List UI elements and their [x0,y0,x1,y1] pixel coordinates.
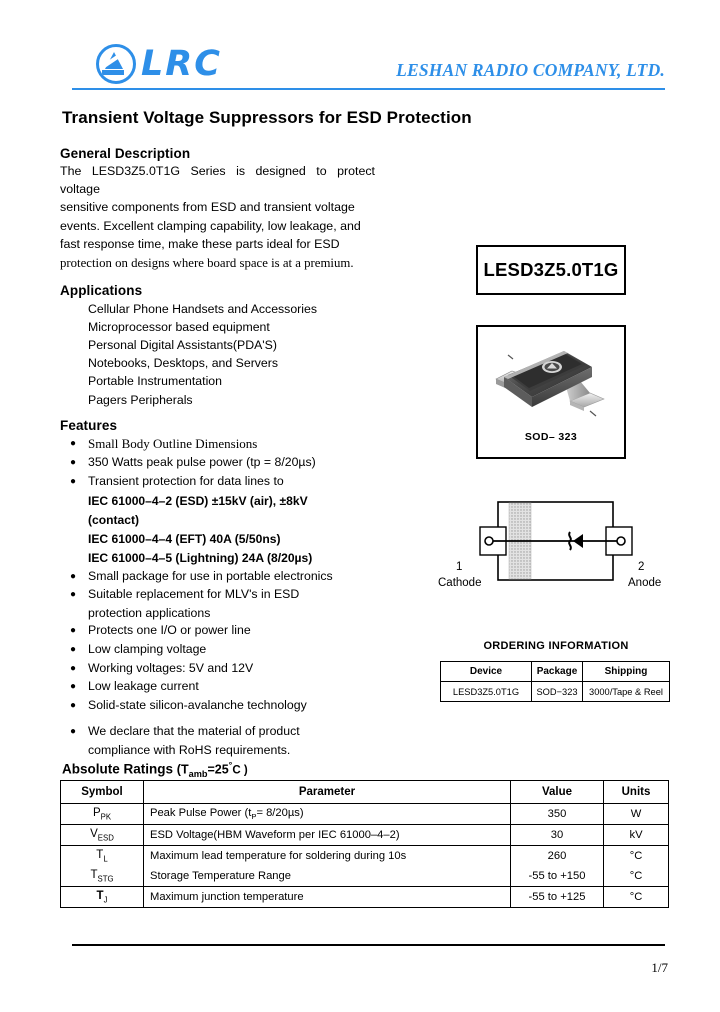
bullet-icon: ● [69,457,77,469]
feature-item [60,586,410,604]
sod323-package-image [478,335,624,425]
general-description-heading: General Description [60,146,191,161]
bullet-icon: ● [69,437,77,449]
general-description-line: fast response time, make these parts ideal for ESD [60,237,340,252]
feature-item-text: Low leakage current [88,679,199,694]
ratings-cell-symbol: $V_{ESD}$ [61,825,144,846]
bullet-icon: ● [69,726,77,738]
ratings-cell-symbol: $T_L$ [61,846,144,867]
applications-list [60,300,410,409]
feature-item-text: Small Body Outline Dimensions [88,435,258,451]
footer-divider [72,944,665,946]
ratings-heading-main: Absolute Ratings [62,761,174,777]
ratings-cell-units: °C [604,887,669,908]
application-item: Notebooks, Desktops, and Servers [88,356,279,371]
feature-item [60,641,410,659]
general-description-line: sensitive components from ESD and transient voltage [60,200,355,215]
table-row [61,846,669,867]
feature-sub-item: (contact) [88,512,140,527]
pin2-number: 2 [638,561,645,573]
features-section [60,418,410,760]
general-description-line: The LESD3Z5.0T1G Series is designed to protect voltage [60,164,375,196]
bullet-icon: ● [69,589,77,601]
ordering-col-package: Package [532,662,583,682]
bullet-icon: ● [69,681,77,693]
left-content-column [60,146,410,760]
bullet-icon: ● [69,662,77,674]
general-description-line: events. Excellent clamping capability, low leakage, and [60,218,361,233]
table-row [61,825,669,846]
table-row [61,887,669,908]
absolute-ratings-heading [62,760,248,779]
feature-item [60,660,410,678]
ratings-cell-value: 350 [511,804,604,825]
pin2-label: Anode [628,577,662,589]
feature-item [60,622,410,640]
absolute-ratings-table [60,780,669,908]
general-description-line: protection on designs where board space is at a premium. [60,255,354,270]
ordering-cell-package: SOD−323 [532,682,583,702]
feature-sub-item: IEC 61000–4–5 (Lightning) 24A (8/20µs) [88,550,313,565]
page-number: 1/7 [651,960,668,975]
ratings-heading-sub: amb [188,769,208,780]
bullet-icon: ● [69,625,77,637]
ratings-cell-value: -55 to +125 [511,887,604,908]
feature-item [60,473,410,491]
table-row [61,866,669,887]
feature-item-text: Small package for use in portable electronics [88,568,333,583]
ratings-cell-units: °C [604,846,669,867]
page-title: Transient Voltage Suppressors for ESD Protection [62,108,472,127]
ratings-cell-value: 30 [511,825,604,846]
lrc-logo-icon [96,44,136,84]
table-row [441,682,670,702]
application-item: Pagers Peripherals [88,392,193,407]
page-header [0,0,720,100]
logo-wordmark: LRC [141,44,222,84]
company-name: LESHAN RADIO COMPANY, LTD. [396,60,665,80]
bullet-icon: ● [69,475,77,487]
bullet-icon: ● [69,570,77,582]
package-type-label: SOD– 323 [524,431,578,443]
feature-item-text: 350 Watts peak pulse power (tp = 8/20µs) [88,455,316,470]
feature-item-text: Suitable replacement for MLV's in ESD [88,587,300,602]
ratings-cell-symbol: $T_J$ [61,887,144,908]
ratings-cell-units: kV [604,825,669,846]
header-divider [72,88,665,90]
ratings-cell-parameter: ESD Voltage(HBM Waveform per IEC 61000–4–2) [144,825,511,846]
ratings-cell-units: °C [604,866,669,887]
ratings-cell-parameter: Maximum junction temperature [144,887,511,908]
ratings-heading-degree: ° [228,760,233,770]
ratings-col-parameter: Parameter [144,781,511,804]
schematic-symbol-diagram [430,482,680,600]
table-row [61,804,669,825]
general-description-body [60,163,410,273]
pin1-label: Cathode [438,577,482,589]
ratings-heading-celsius: C ) [232,764,248,777]
ordering-col-shipping: Shipping [583,662,670,682]
package-photo-box [476,325,626,459]
feature-sub-item: IEC 61000–4–2 (ESD) ±15kV (air), ±8kV [88,493,308,508]
application-item: Portable Instrumentation [88,374,222,389]
ratings-cell-symbol: $T_{STG}$ [61,866,144,887]
application-item: Personal Digital Assistants(PDA'S) [88,337,277,352]
feature-item-text: Solid-state silicon-avalanche technology [88,697,307,712]
feature-item-text: Transient protection for data lines to [88,473,284,488]
application-item: Cellular Phone Handsets and Accessories [88,301,317,316]
feature-item [60,568,410,586]
ratings-col-value: Value [511,781,604,804]
ratings-cell-parameter: Maximum lead temperature for soldering during 10s [144,846,511,867]
ratings-col-symbol: Symbol [61,781,144,804]
feature-item-continuation: protection applications [88,605,211,620]
part-number-box [476,245,626,295]
ordering-col-device: Device [441,662,532,682]
company-logo [96,44,222,84]
ratings-col-units: Units [604,781,669,804]
ratings-cell-value: -55 to +150 [511,866,604,887]
feature-item [60,697,410,715]
ordering-cell-device: LESD3Z5.0T1G [441,682,532,702]
bullet-icon: ● [69,643,77,655]
applications-heading: Applications [60,282,143,298]
ordering-information-table [440,661,670,702]
ratings-header-row [61,781,669,804]
ordering-header-row [441,662,670,682]
feature-item-continuation: compliance with RoHS requirements. [88,742,291,757]
ratings-cell-units: W [604,804,669,825]
feature-item-text: We declare that the material of product [88,724,300,739]
feature-item [60,678,410,696]
feature-spacer [60,715,410,723]
part-number-label: LESD3Z5.0T1G [483,259,619,280]
feature-item-text: Low clamping voltage [88,641,207,656]
ratings-heading-value: =25 [207,762,229,777]
general-description-section [60,146,410,273]
ratings-cell-value: 260 [511,846,604,867]
application-item: Microprocessor based equipment [88,319,270,334]
feature-item [60,723,410,741]
ratings-cell-parameter: Peak Pulse Power $(t_P= 8/20\mu s)$ [144,804,511,825]
applications-section [60,283,410,409]
ordering-cell-shipping: 3000/Tape & Reel [583,682,670,702]
ratings-cell-parameter: Storage Temperature Range [144,866,511,887]
feature-item-text: Working voltages: 5V and 12V [88,660,254,675]
feature-sub-item: IEC 61000–4–4 (EFT) 40A (5/50ns) [88,531,281,546]
features-heading: Features [60,417,118,433]
pin1-number: 1 [456,561,463,573]
ratings-heading-paren-open: ( [176,762,181,777]
ratings-heading-t: T [180,762,189,777]
ordering-information-title: ORDERING INFORMATION [483,640,629,652]
bullet-icon: ● [69,699,77,711]
feature-item [60,435,410,454]
features-list [60,435,410,760]
feature-item [60,454,410,472]
feature-item-text: Protects one I/O or power line [88,623,251,638]
ratings-cell-symbol: $P_{PK}$ [61,804,144,825]
